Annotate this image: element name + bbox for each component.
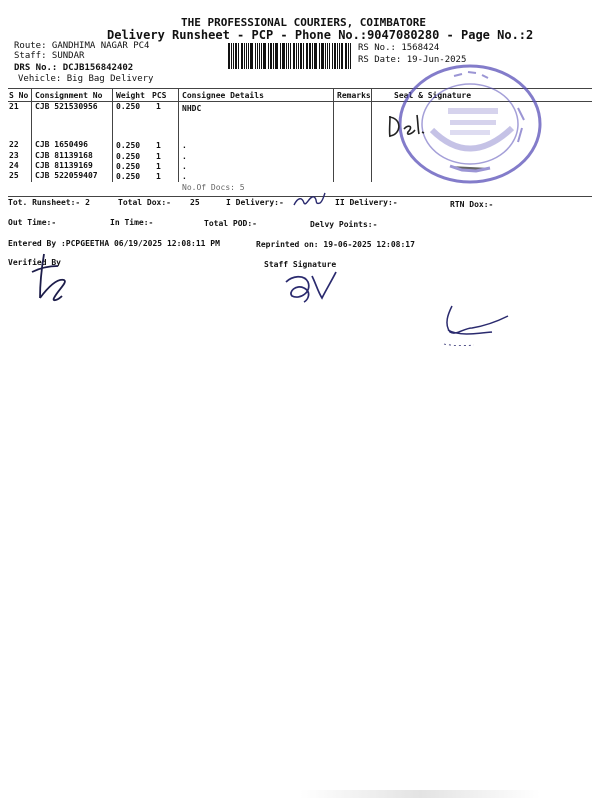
row-consignee: . xyxy=(182,162,187,171)
barcode-bar xyxy=(280,43,281,69)
rs-date: RS Date: 19-Jun-2025 xyxy=(358,55,467,65)
row-consignee: . xyxy=(182,152,187,161)
row-consignee: . xyxy=(182,172,187,181)
barcode-bar xyxy=(290,43,291,69)
company-title: THE PROFESSIONAL COURIERS, COIMBATORE xyxy=(181,16,427,29)
verifier-signature-icon xyxy=(28,250,72,306)
barcode-bar xyxy=(325,43,326,69)
staff-label: Staff: SUNDAR xyxy=(14,51,85,61)
row-consignee: NHDC xyxy=(182,104,202,113)
in-time: In Time:- xyxy=(110,218,154,227)
header-sno: S No xyxy=(9,91,29,100)
drs-number: DRS No.: DCJB156842402 xyxy=(14,63,134,73)
col-divider xyxy=(371,88,372,182)
initial-icon xyxy=(292,191,328,209)
barcode-bar xyxy=(231,43,232,69)
barcode-bar xyxy=(312,43,313,69)
barcode-bar xyxy=(241,43,243,69)
barcode-bar xyxy=(263,43,266,69)
header-consignee: Consignee Details xyxy=(182,91,264,100)
barcode-bar xyxy=(282,43,285,69)
row-consignment: CJB 521530956 xyxy=(35,102,98,111)
row-weight: 0.250 xyxy=(116,152,141,161)
barcode-bar xyxy=(273,43,274,69)
barcode-bar xyxy=(248,43,250,69)
barcode-bar xyxy=(339,43,340,69)
total-pod: Total POD:- xyxy=(204,219,257,228)
row-sno: 21 xyxy=(9,102,19,111)
barcode-bar xyxy=(327,43,328,69)
row-consignment: CJB 522059407 xyxy=(35,171,98,180)
barcode-bar xyxy=(345,43,347,69)
total-dox-label: Total Dox:- xyxy=(118,198,171,207)
barcode-bar xyxy=(228,43,230,69)
row-consignment: CJB 81139169 xyxy=(35,161,93,170)
barcode-bar xyxy=(293,43,295,69)
barcode-bar xyxy=(306,43,308,69)
barcode-bar xyxy=(350,43,351,69)
pen-mark-icon xyxy=(434,300,514,348)
barcode-bar xyxy=(296,43,297,69)
i-delivery: I Delivery:- xyxy=(226,198,284,207)
vehicle-label: Vehicle: Big Bag Delivery xyxy=(18,74,154,84)
row-weight: 0.250 xyxy=(116,172,141,181)
header-remarks: Remarks xyxy=(337,91,371,100)
barcode-bar xyxy=(268,43,269,69)
barcode-bar xyxy=(332,43,333,69)
row-sno: 24 xyxy=(9,161,19,170)
signature-icon xyxy=(384,112,434,140)
col-divider xyxy=(333,88,334,182)
delvy-points: Delvy Points:- xyxy=(310,220,378,229)
barcode-bar xyxy=(233,43,234,69)
barcode-bar xyxy=(298,43,299,69)
barcode-bar xyxy=(315,43,317,69)
barcode-bar xyxy=(261,43,262,69)
row-pcs: 1 xyxy=(156,102,161,111)
row-weight: 0.250 xyxy=(116,141,141,150)
row-sno: 25 xyxy=(9,171,19,180)
route-label: Route: GANDHIMA NAGAR PC4 xyxy=(14,41,150,51)
row-pcs: 1 xyxy=(156,141,161,150)
barcode-icon xyxy=(228,43,352,69)
barcode-bar xyxy=(334,43,336,69)
header-weight: Weight xyxy=(116,91,145,100)
barcode-bar xyxy=(321,43,324,69)
row-pcs: 1 xyxy=(156,152,161,161)
barcode-bar xyxy=(314,43,315,69)
barcode-bar xyxy=(337,43,338,69)
barcode-bar xyxy=(303,43,304,69)
row-consignment: CJB 1650496 xyxy=(35,140,88,149)
barcode-bar xyxy=(348,43,349,69)
row-pcs: 1 xyxy=(156,172,161,181)
barcode-bar xyxy=(329,43,331,69)
row-consignment: CJB 81139168 xyxy=(35,151,93,160)
barcode-bar xyxy=(341,43,344,69)
verified-by: Verified By xyxy=(8,258,61,267)
col-divider xyxy=(31,88,32,182)
tot-runsheet: Tot. Runsheet:- 2 xyxy=(8,198,90,207)
row-sno: 23 xyxy=(9,151,19,160)
row-sno: 22 xyxy=(9,140,19,149)
total-dox-value: 25 xyxy=(190,198,200,207)
barcode-bar xyxy=(319,43,320,69)
col-divider xyxy=(112,88,113,182)
scan-smudge xyxy=(300,790,540,798)
entered-by: Entered By :PCPGEETHA 06/19/2025 12:08:11 PM xyxy=(8,239,220,248)
runsheet-title: Delivery Runsheet - PCP - Phone No.:9047080280 - Page No.:2 xyxy=(107,28,534,42)
barcode-bar xyxy=(244,43,245,69)
out-time: Out Time:- xyxy=(8,218,57,227)
row-consignee: . xyxy=(182,141,187,150)
barcode-bar xyxy=(270,43,272,69)
header-pcs: PCS xyxy=(152,91,167,100)
rtn-dox: RTN Dox:- xyxy=(450,200,494,209)
barcode-bar xyxy=(235,43,238,69)
rs-number: RS No.: 1568424 xyxy=(358,43,440,53)
row-weight: 0.250 xyxy=(116,102,141,111)
barcode-bar xyxy=(255,43,256,69)
header-consignment: Consignment No xyxy=(35,91,103,100)
barcode-bar xyxy=(250,43,253,69)
row-weight: 0.250 xyxy=(116,162,141,171)
barcode-bar xyxy=(238,43,239,69)
staff-signature: Staff Signature xyxy=(264,260,337,269)
row-pcs: 1 xyxy=(156,162,161,171)
reprinted-on: Reprinted on: 19-06-2025 12:08:17 xyxy=(256,240,415,249)
barcode-bar xyxy=(257,43,258,69)
barcode-bar xyxy=(288,43,289,69)
barcode-bar xyxy=(309,43,311,69)
barcode-bar xyxy=(259,43,261,69)
no-of-docs: No.Of Docs: 5 xyxy=(182,183,245,192)
ii-delivery: II Delivery:- xyxy=(335,198,398,207)
barcode-bar xyxy=(300,43,303,69)
barcode-bar xyxy=(246,43,247,69)
barcode-bar xyxy=(276,43,278,69)
col-divider xyxy=(178,88,179,182)
staff-signature-icon xyxy=(282,266,340,306)
barcode-bar xyxy=(286,43,288,69)
barcode-bar xyxy=(275,43,276,69)
header-seal: Seal & Signature xyxy=(394,91,472,100)
